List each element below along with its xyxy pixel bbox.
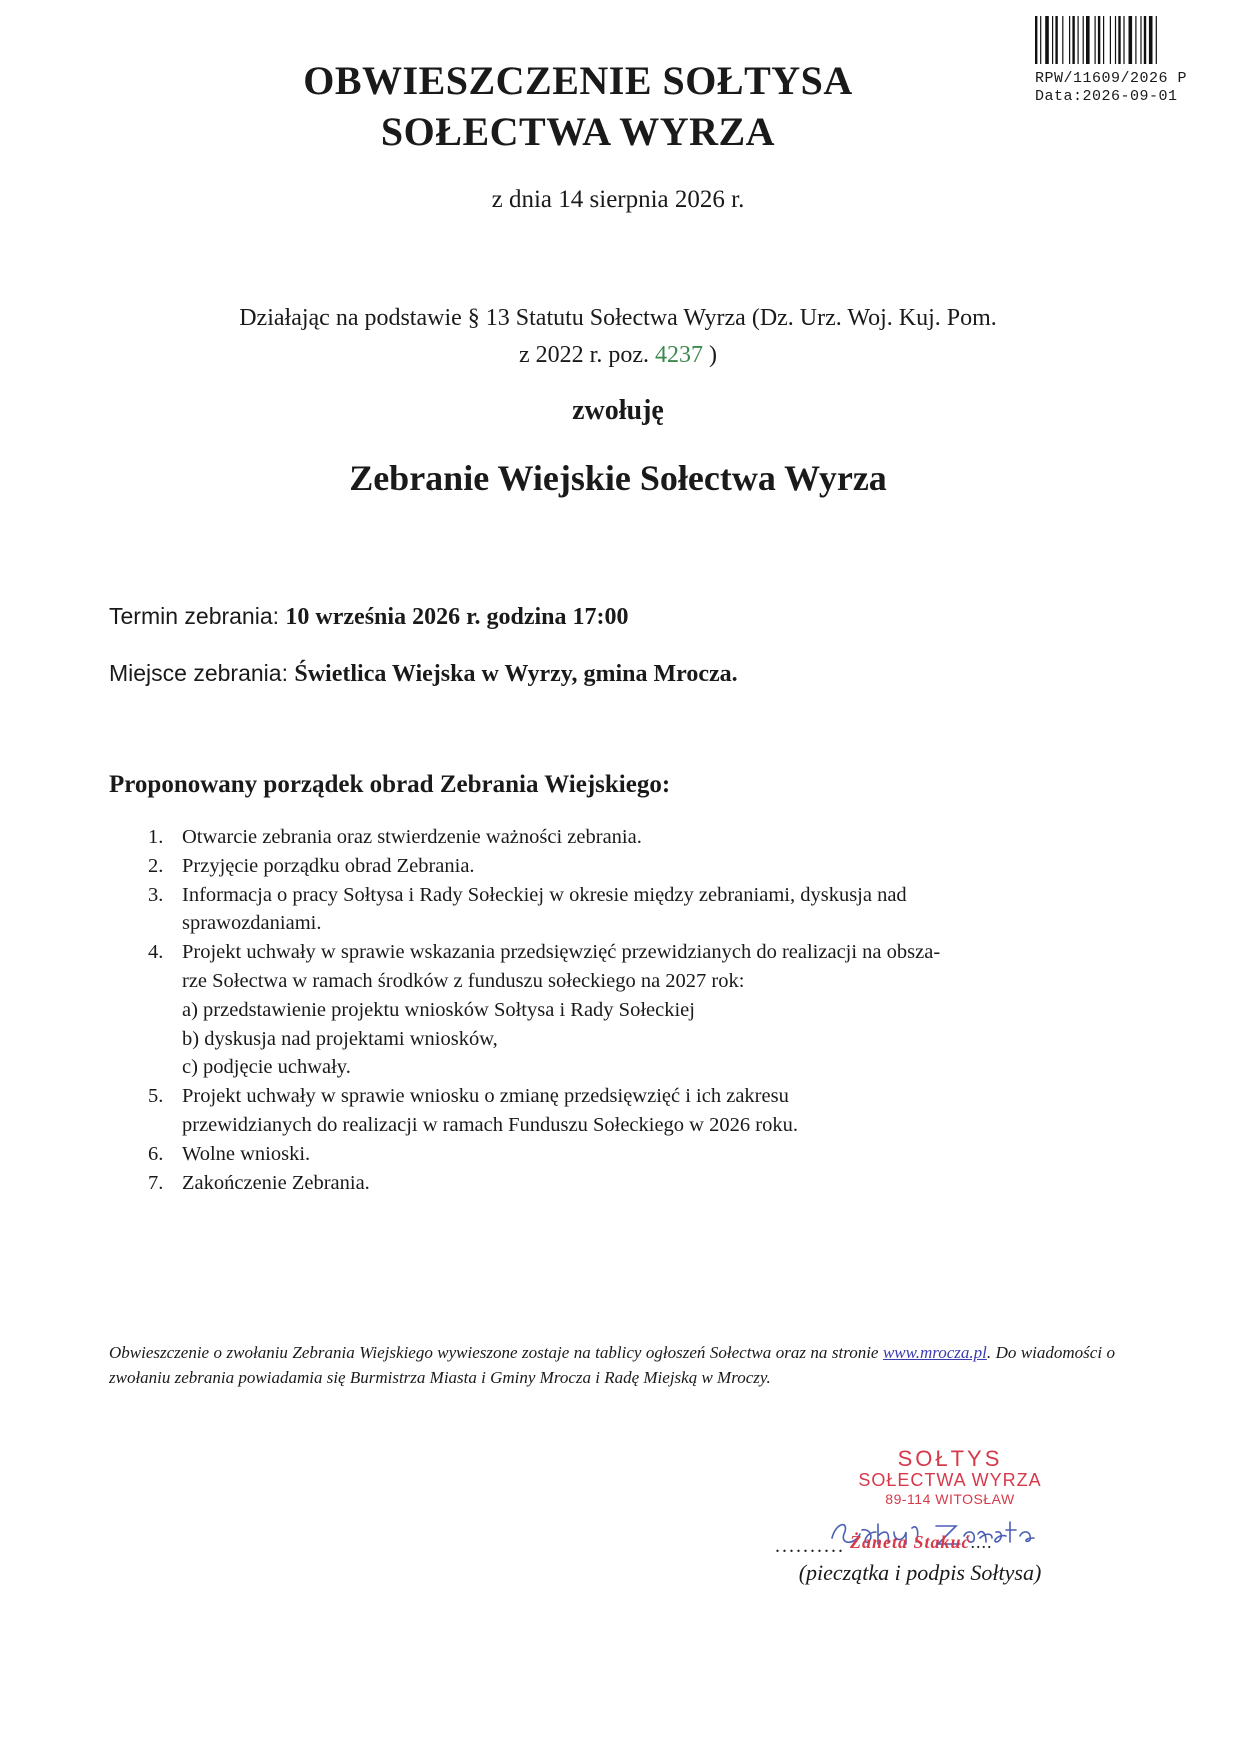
agenda-item [148, 1140, 1108, 1169]
meeting-date-label: Termin zebrania: [109, 603, 286, 629]
agenda-item-line: sprawozdaniami. [182, 912, 322, 935]
agenda-item-line: b) dyskusja nad projektami wniosków, [182, 1027, 498, 1050]
position-number: 4237 [654, 342, 703, 368]
registry-date: Data:2026-09-01 [1035, 88, 1178, 105]
agenda-item [148, 1169, 1108, 1198]
agenda-item-line: Zakończenie Zebrania. [182, 1171, 370, 1194]
legal-basis [140, 300, 1096, 374]
agenda-item-number: 2. [148, 854, 164, 877]
registry-number: RPW/11609/2026 P [1035, 70, 1188, 87]
legal-basis-line-2 [140, 337, 1096, 374]
footer-note-part-2: . Do wiadomości o zwołaniu zebrania powiadamia się Burmistrza Miasta i Gminy Mrocza i Radę Miejską w Mroczy. [109, 1343, 1116, 1387]
agenda-heading: Proponowany porządek obrad Zebrania Wiejskiego: [109, 771, 671, 798]
agenda-item-line: Informacja o pracy Sołtysa i Rady Sołeckiej w okresie między zebraniami, dyskusja nad [182, 883, 907, 906]
meeting-place-row [109, 660, 738, 688]
footer-note [109, 1340, 1115, 1390]
title-line-1: OBWIESZCZENIE SOŁTYSA [303, 58, 853, 103]
agenda-item-number: 6. [148, 1142, 164, 1165]
meeting-place-value: Świetlica Wiejska w Wyrzy, gmina Mrocza. [294, 661, 738, 687]
agenda-item-number: 3. [148, 883, 164, 906]
agenda-item-line: Wolne wnioski. [182, 1142, 311, 1165]
website-link[interactable]: www.mrocza.pl [882, 1343, 987, 1362]
agenda-item [148, 852, 1108, 881]
footer-note-part-1: Obwieszczenie o zwołaniu Zebrania Wiejskiego wywieszone zostaje na tablicy ogłoszeń Sołectwa oraz na stronie [109, 1343, 883, 1362]
agenda-item-line: przewidzianych do realizacji w ramach Funduszu Sołeckiego w 2026 roku. [182, 1113, 798, 1136]
document-date: z dnia 14 sierpnia 2026 r. [491, 186, 745, 213]
signature-line [775, 1535, 845, 1558]
meeting-date-value: 10 września 2026 r. godzina 17:00 [285, 604, 629, 630]
stamp-line-3: 89-114 WITOSŁAW [885, 1491, 1015, 1507]
meeting-date-row [109, 603, 629, 631]
agenda-item [148, 881, 1108, 939]
agenda-item-line: rze Sołectwa w ramach środków z funduszu sołeckiego na 2027 rok: [182, 969, 745, 992]
legal-basis-prefix: z 2022 r. poz. [519, 342, 655, 368]
title-line-2: SOŁECTWA WYRZA [380, 109, 776, 154]
agenda-item-line: Przyjęcie porządku obrad Zebrania. [182, 854, 475, 877]
legal-basis-line-1: Działając na podstawie § 13 Statutu Sołectwa Wyrza (Dz. Urz. Woj. Kuj. Pom. [239, 305, 997, 331]
agenda-item [148, 823, 1108, 852]
meeting-place-label: Miejsce zebrania: [109, 660, 295, 686]
stamp-line-2: SOŁECTWA WYRZA [858, 1470, 1042, 1490]
agenda-item-number: 5. [148, 1085, 164, 1108]
stamp-line-1: SOŁTYS [897, 1446, 1003, 1471]
stamp-name-text: Żaneta Stakuć [850, 1532, 971, 1552]
agenda-item [148, 938, 1108, 1082]
agenda-item-line: Otwarcie zebrania oraz stwierdzenie ważności zebrania. [182, 826, 642, 848]
agenda-item-line: c) podjęcie uchwały. [182, 1056, 351, 1079]
agenda-item-line: Projekt uchwały w sprawie wniosku o zmianę przedsięwzięć i ich zakresu [182, 1085, 789, 1108]
signature-dots-left: .......... [775, 1535, 845, 1557]
stamp-name [850, 1532, 993, 1553]
agenda-item-line: a) przedstawienie projektu wniosków Sołtysa i Rady Sołeckiej [182, 998, 695, 1021]
agenda-item-number: 1. [148, 826, 164, 848]
official-stamp [800, 1448, 1100, 1508]
signature-caption: (pieczątka i podpis Sołtysa) [798, 1560, 1042, 1585]
agenda-item-number: 7. [148, 1171, 164, 1194]
legal-basis-suffix: ) [702, 342, 717, 368]
agenda-item [148, 1082, 1108, 1140]
agenda-item-number: 4. [148, 941, 164, 964]
agenda-item-line: Projekt uchwały w sprawie wskazania przedsięwzięć przewidzianych do realizacji na obsza- [182, 941, 941, 964]
convene-heading: zwołuję [572, 395, 664, 426]
signature-dots-right: .... [970, 1532, 993, 1552]
document-title [0, 55, 1236, 157]
meeting-title: Zebranie Wiejskie Sołectwa Wyrza [349, 458, 887, 498]
agenda-list [148, 823, 1108, 1197]
